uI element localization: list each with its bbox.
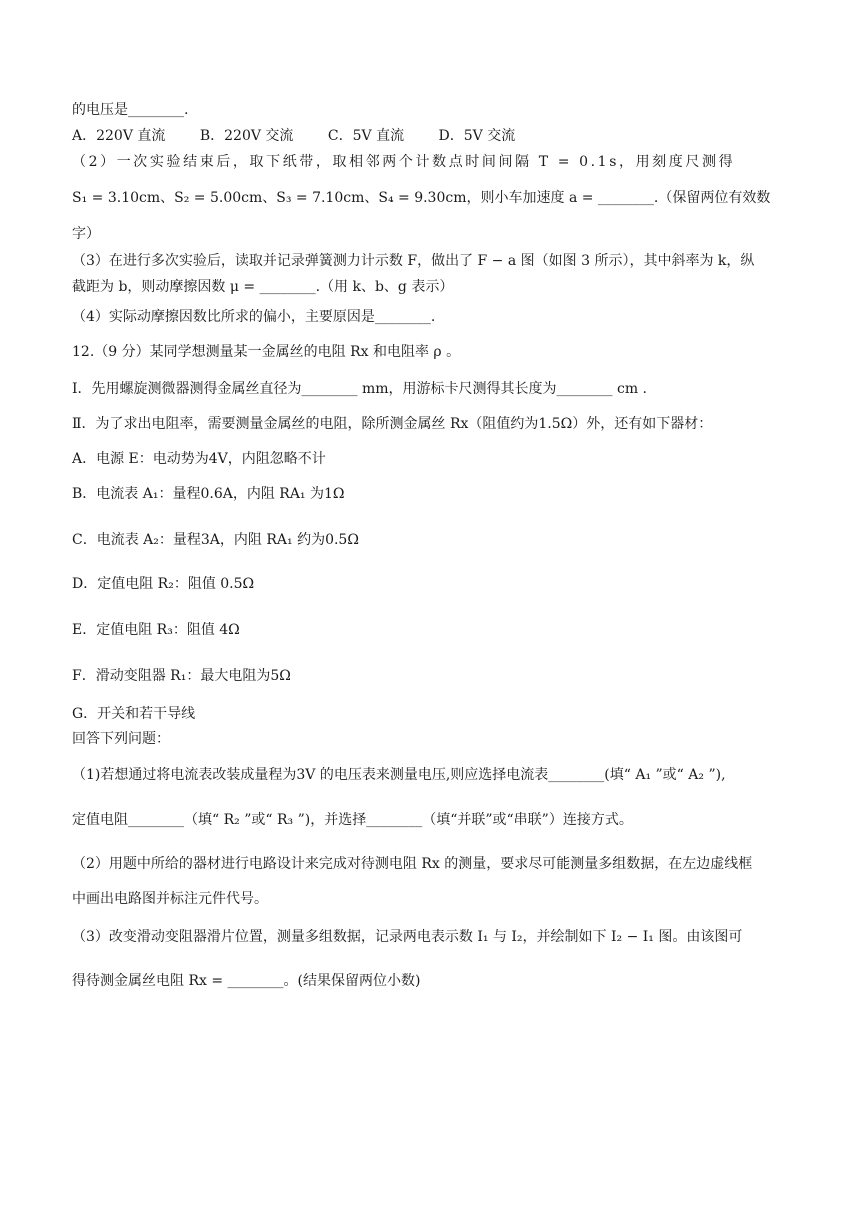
sub-question-2-line-2: 中画出电路图并标注元件代号。 xyxy=(72,891,268,907)
question-4-line: （4）实际动摩擦因数比所求的偏小，主要原因是________. xyxy=(72,309,436,325)
options-row xyxy=(72,125,792,147)
question-2-line-2: S₁ = 3.10cm、S₂ = 5.00cm、S₃ = 7.10cm、S₄ = 9.30cm，则小车加速度 a = ________.（保留两位有效数 xyxy=(72,190,771,206)
equipment-c: C．电流表 A₂：量程3A，内阻 RA₁ 约为0.5Ω xyxy=(72,532,359,548)
sub-question-3-line-1: （3）改变滑动变阻器滑片位置，测量多组数据，记录两电表示数 I₁ 与 I₂，并绘制如下 I₂ − I₁ 图。由该图可 xyxy=(72,929,743,945)
equipment-d: D．定值电阻 R₂：阻值 0.5Ω xyxy=(72,576,255,592)
equipment-g: G．开关和若干导线 xyxy=(72,706,196,722)
sub-question-1-line-2: 定值电阻________（填“ R₂ ”或“ R₃ ”)，并选择________（填“并联”或“串联”）连接方式。 xyxy=(72,812,633,828)
question-2-line-1: （2）一次实验结束后，取下纸带，取相邻两个计数点时间间隔 T = 0.1s，用刻度尺测得 xyxy=(72,154,736,170)
equipment-f: F．滑动变阻器 R₁：最大电阻为5Ω xyxy=(72,668,291,684)
question-12-heading: 12.（9 分）某同学想测量某一金属丝的电阻 Rx 和电阻率 ρ 。 xyxy=(72,344,461,360)
equipment-b: B．电流表 A₁：量程0.6A，内阻 RA₁ 为1Ω xyxy=(72,486,345,502)
sub-question-3-line-2: 得待测金属丝电阻 Rx = ________。(结果保留两位小数) xyxy=(72,973,421,989)
question-2-line-3: 字） xyxy=(72,226,100,242)
option-d: D．5V 交流 xyxy=(438,128,516,144)
part-2-line: Ⅱ．为了求出电阻率，需要测量金属丝的电阻，除所测金属丝 Rx（阻值约为1.5Ω）外，还有如下器材： xyxy=(72,416,713,432)
option-a: A．220V 直流 xyxy=(72,128,166,144)
equipment-e: E．定值电阻 R₃：阻值 4Ω xyxy=(72,622,240,638)
sub-question-2-line-1: （2）用题中所给的器材进行电路设计来完成对待测电阻 Rx 的测量，要求尽可能测量多组数据，在左边虚线框 xyxy=(72,856,753,872)
option-b: B．220V 交流 xyxy=(199,128,294,144)
equipment-a: A．电源 E：电动势为4V，内阻忽略不计 xyxy=(72,451,326,467)
answer-prompt: 回答下列问题： xyxy=(72,731,170,747)
option-c: C．5V 直流 xyxy=(327,128,405,144)
part-1-line: Ⅰ．先用螺旋测微器测得金属丝直径为________ mm，用游标卡尺测得其长度为________ cm . xyxy=(72,381,647,397)
question-3-line-1: （3）在进行多次实验后，读取并记录弹簧测力计示数 F，做出了 F − a 图（如图 3 所示），其中斜率为 k，纵 xyxy=(72,253,755,269)
sub-question-1-line-1: （1)若想通过将电流表改装成量程为3V 的电压表来测量电压,则应选择电流表________(填“ A₁ ”或“ A₂ ”), xyxy=(72,767,726,783)
text-line-voltage: 的电压是________. xyxy=(72,102,189,118)
question-3-line-2: 截距为 b，则动摩擦因数 μ = ________.（用 k、b、g 表示） xyxy=(72,279,454,295)
